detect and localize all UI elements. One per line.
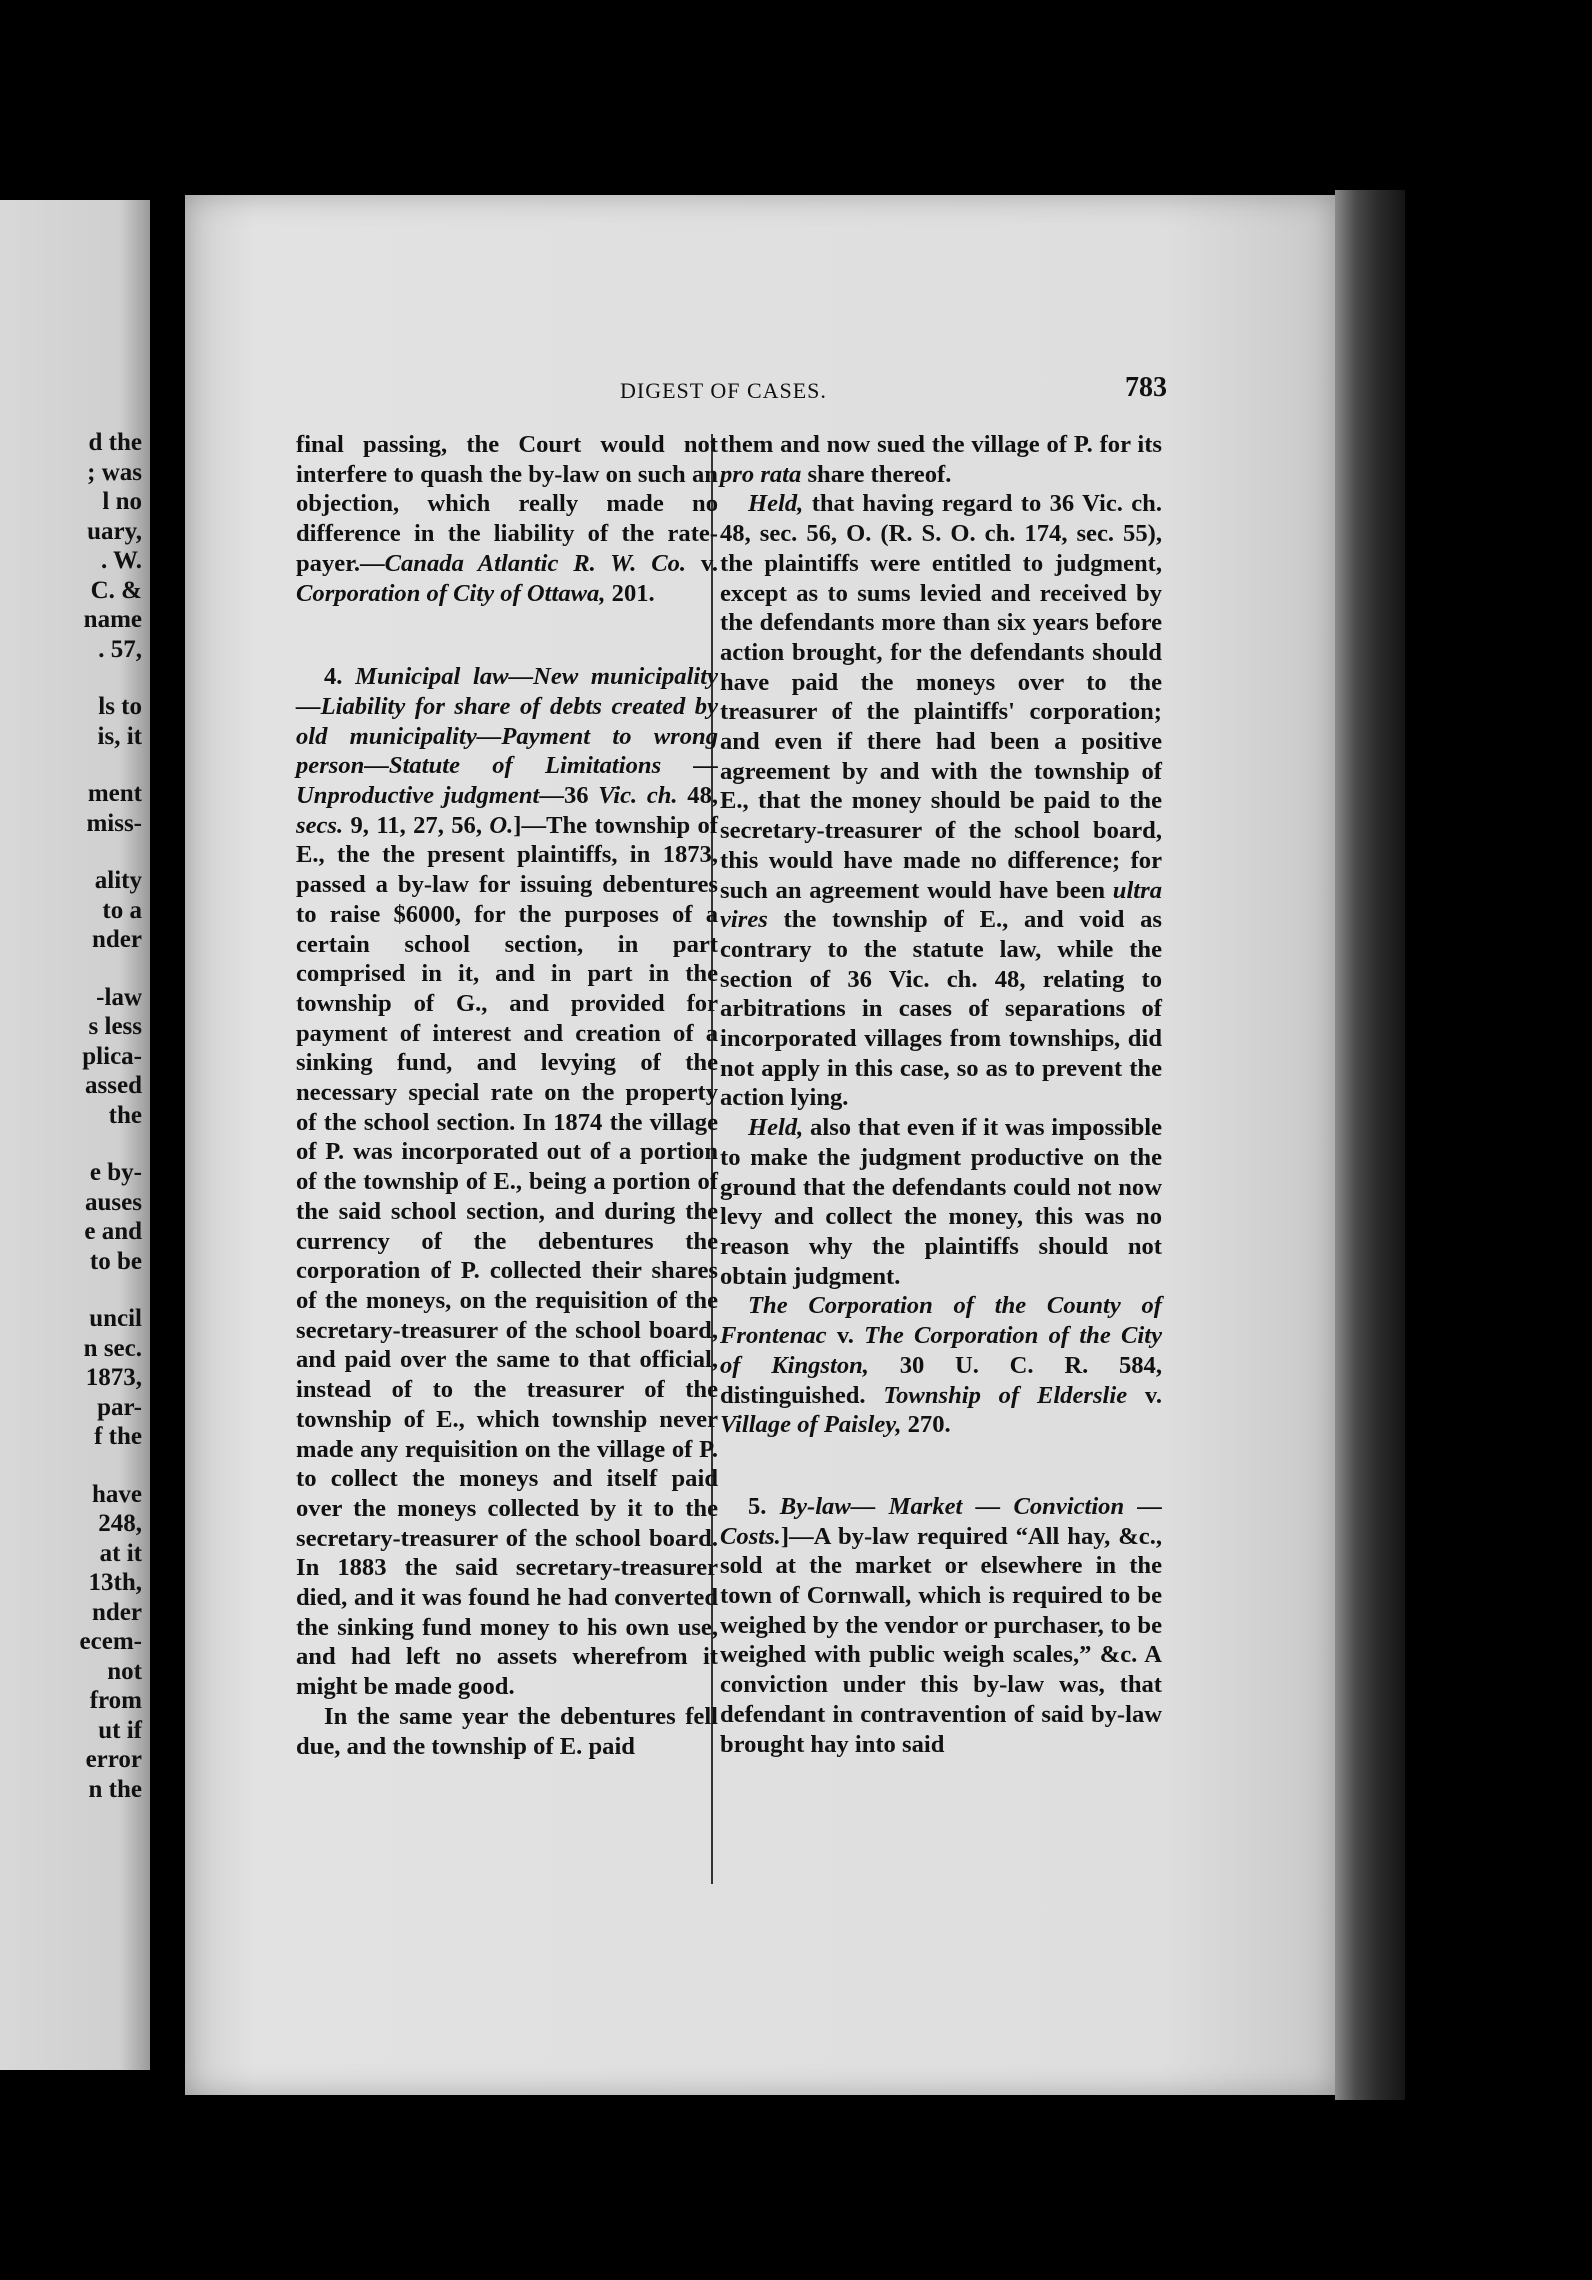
previous-page-fragment: to be [89,1247,142,1275]
page-number: 783 [1125,372,1167,403]
right-column [720,430,1162,1759]
previous-page-fragment: name [83,606,142,633]
previous-page-fragment: C. & [90,576,142,604]
previous-page-fragment: assed [85,1072,142,1099]
previous-page-fragment: plica- [82,1042,142,1070]
previous-page-fragment: par- [97,1393,142,1421]
previous-page-fragment: nder [92,1598,142,1626]
case-4-heading: Municipal law—New municipality—Liability for share of debts created by old municipality—Payment to wrong person—Statute of Limitations — Unproductive judgment [296,663,718,810]
running-title: DIGEST OF CASES. [620,378,827,403]
case-4-holding: Held, that having regard to 36 Vic. ch. 48, sec. 56, O. (R. S. O. ch. 174, sec. 55), the plaintiffs were entitled to judgment, except as to sums levied and received by the defendants more than six years before action brought, for the defendants should have paid the moneys over to the treasurer of the plaintiffs' corporation; and even if there had been a positive agreement by and with the township of E., that the money should be paid to the secretary-treasurer of the school board, this would have made no difference; for such an agreement would have been ultra vires the township of E., and void as contrary to the statute law, while the section of 36 Vic. ch. 48, relating to arbitrations in cases of separations of incorporated villages from townships, did not apply in this case, so as to prevent the action lying. [720,490,1162,1112]
case-4-citations: The Corporation of the County of Frontenac v. The Corporation of the City of Kingston, 30 U. C. R. 584, distinguished. Township of Elderslie v. Village of Paisley, 270. [720,1292,1163,1439]
previous-page-fragment: ut if [98,1716,142,1744]
previous-page-fragment: ls to [98,693,142,720]
previous-page-fragment: 248, [98,1510,142,1537]
previous-page-fragment: to a [102,896,142,924]
previous-page-edge [0,200,150,2070]
case-5-heading: By-law— Market — Conviction —Costs. [720,1492,1162,1550]
previous-page-fragment: e by- [89,1159,142,1186]
case-4-continuation: In the same year the debentures fell due, and the township of E. paid [296,1702,718,1760]
previous-page-fragment: error [85,1746,142,1773]
previous-page-fragment: . 57, [98,635,142,663]
previous-page-fragment: at it [99,1539,142,1567]
case-4-text: 4. Municipal law—New municipality—Liability for share of debts created by old municipality—Payment to wrong person—Statute of Limitations — Unproductive judgment—36 Vic. ch. 48, secs. 9, 11, 27, 56, O.]—The township of E., the the present plaintiffs, in 1873, passed a by-law for issuing debentures to raise $6000, for the purposes of a certain school section, in part comprised in it, and in part in the township of G., and provided for payment of interest and creation of a sinking fund, and levying of the necessary special rate on the property of the school section. In 1874 the village of P. was incorporated out of a portion of the township of E., being a portion of the said school section, and during the currency of the debentures the corporation of P. collected their shares of the moneys, on the requisition of the secretary-treasurer of the school board, and paid over the same to that official, instead of to the treasurer of the township of E., which township never made any requisition on the village of P. to collect the moneys and itself paid over the moneys collected by it to the secretary-treasurer of the school board. In 1883 the said secretary-treasurer died, and it was found he had converted the sinking fund money to his own use, and had left no assets wherefrom it might be made good. [296,663,719,1701]
case-3-conclusion: final passing, the Court would not interfere to quash the by-law on such an objection, which really made no difference in the liability of the rate-payer.—Canada Atlantic R. W. Co. v. Corporation of City of Ottawa, 201. [296,431,718,607]
previous-page-fragment: 1873, [85,1364,142,1391]
previous-page-fragment: ality [94,867,142,894]
previous-page-fragment: nder [92,926,142,953]
previous-page-fragment: d the [88,429,142,456]
previous-page-fragment: e and [84,1218,142,1245]
previous-page-fragment: is, it [97,722,142,750]
previous-page-fragment: s less [88,1013,142,1040]
previous-page-fragment: -law [96,983,142,1011]
previous-page-fragment: l no [102,488,142,515]
previous-page-fragment: uary, [87,517,142,545]
left-column [296,430,718,1761]
previous-page-fragment: ; was [87,458,142,486]
previous-page-fragment: ment [87,780,142,807]
previous-page-fragment: have [92,1480,142,1508]
page-stack-edge [1335,190,1405,2100]
previous-page-fragment: from [89,1687,142,1714]
previous-page-fragment: auses [85,1188,142,1216]
case-5-text: 5. By-law— Market — Conviction —Costs.]—A by-law required “All hay, &c., sold at the market or elsewhere in the town of Cornwall, which is required to be weighed by the vendor or purchaser, to be weighed with public weigh scales,” &c. A conviction under this by-law was, that defendant in contravention of said by-law brought hay into said [720,1492,1162,1758]
previous-page-fragment: miss- [86,809,142,837]
previous-page-fragment: not [107,1657,142,1685]
previous-page-fragment: 13th, [88,1569,142,1596]
previous-page-fragment: . W. [100,547,142,574]
case-4-right-start: them and now sued the village of P. for its pro rata share thereof. [720,431,1162,488]
previous-page-fragment: uncil [89,1305,142,1332]
previous-page-fragment: n sec. [83,1334,142,1362]
previous-page-fragment: n the [88,1775,142,1803]
previous-page-fragment: the [108,1101,142,1129]
case-4-holding-2: Held, also that even if it was impossible to make the judgment productive on the ground that the defendants could not now levy and collect the money, this was no reason why the plaintiffs should not obtain judgment. [720,1114,1162,1290]
previous-page-fragment: ecem- [79,1628,142,1655]
previous-page-fragment: f the [94,1423,142,1450]
